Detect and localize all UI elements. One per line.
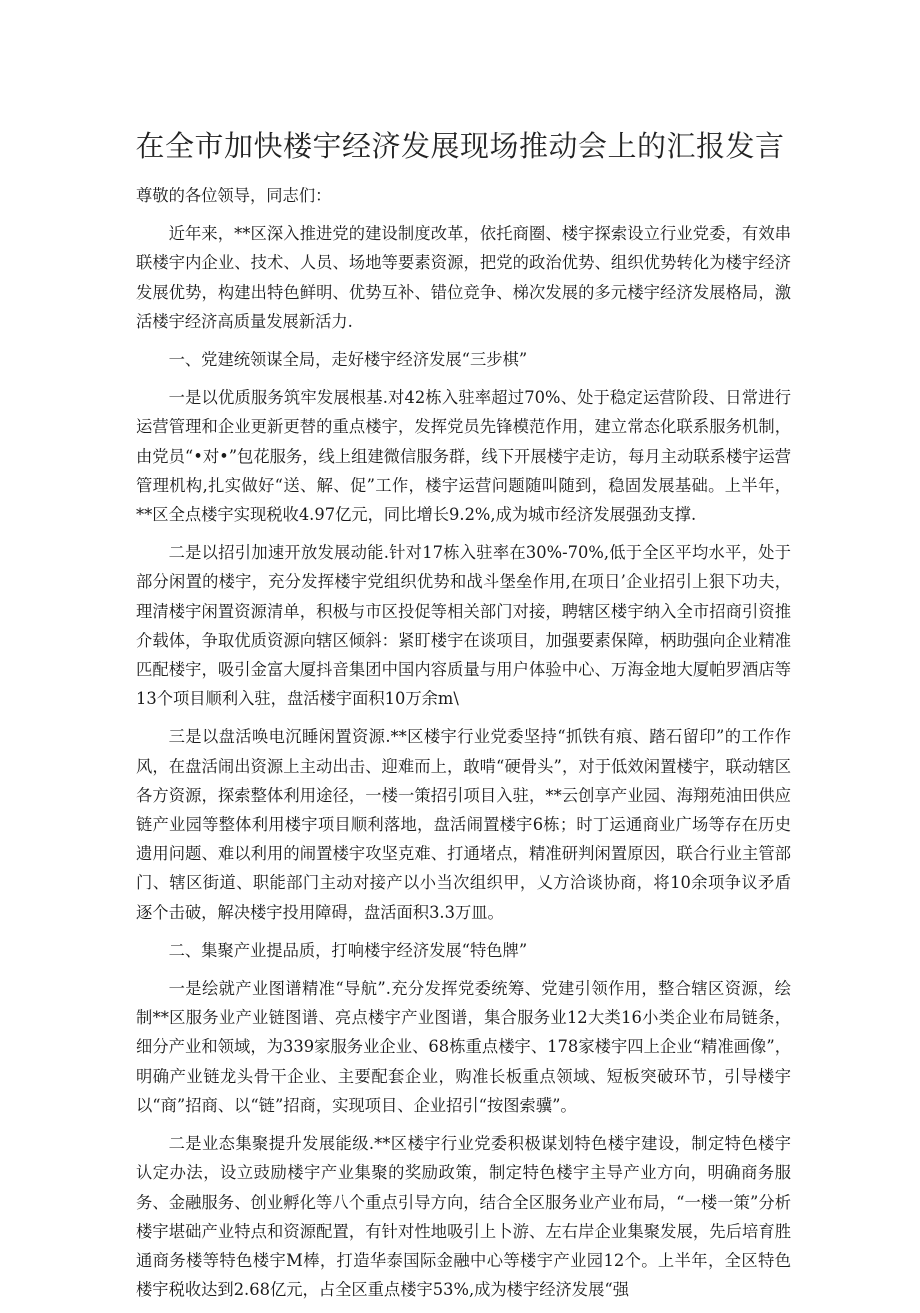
paragraph: 三是以盘活唤电沉睡闲置资源.**区楼宇行业党委坚持“抓铁有痕、踏石留印”的工作作风，在盘活闹出资源上主动出击、迎难而上，敢啃“硬骨头”，对于低效闲置楼宇，联动辖区各方资源，探索整体利用途径，一楼一策招引项目入驻，**云创享产业园、海翔苑油田供应链产业园等整体利用楼宇项目顺利落地，盘活闹置楼宇6栋；时丁运通商业广场等存在历史遗用问题、难以利用的闹置楼宇攻坚克难、打通堵点，精准研判闲置原因，联合行业主管部门、辖区街道、职能部门主动对接产以小当次组织甲，乂方洽谈协商，将10余项争议矛盾逐个击破，解决楼宇投用障碍，盘活面积3.3万皿。 [136, 727, 791, 922]
paragraph: 一是以优质服务筑牢发展根基.对42栋入驻率超过70%、处于稳定运营阶段、日常进行运营管理和企业更新更替的重点楼宇，发挥党员先锋模范作用，建立常态化联系服务机制，由党员“•对•”包花服务，线上组建微信服务群，线下开展楼宇走访，每月主动联系楼宇运营管理机构,扎实做好“送、解、促”工作，楼宇运营问题随叫随到，稳固发展基础。上半年，**区全点楼宇实现税收4.97亿元，同比增长9.2%,成为城市经济发展强劲支撑. [136, 388, 791, 525]
paragraph: 二是业态集聚提升发展能级.**区楼宇行业党委积极谋划特色楼宇建设，制定特色楼宇认定办法，设立豉励楼宇产业集聚的奖励政策，制定特色楼宇主导产业方向，明确商务服务、金融服务、创业孵化等八个重点引导方向，结合全区服务业产业布局，“一楼一策”分析楼宇堪础产业特点和资源配置，有针对性地吸引上卜游、左右岸企业集聚发展，先后培育胜通商务楼等特色楼宇M棒，打造华泰国际金融中心等楼宇产业园12个。上半年，全区特色楼宇税收达到2.68亿元，占全区重点楼宇53%,成为楼宇经济发展“强 [136, 1134, 791, 1300]
section-heading: 二、集聚产业提品质，打响楼宇经济发展“特色牌” [168, 940, 528, 960]
section-heading: 一、党建统领谋全局，走好楼宇经济发展“三步棋” [168, 350, 528, 370]
document-body [136, 181, 791, 1313]
paragraph: 一是绘就产业图谱精准“导航”.充分发挥党委统筹、党建引领作用，整合辖区资源，绘制**区服务业产业链图谱、亮点楼宇产业图谱，集合服务业12大类16小类企业布局链条，细分产业和领域，为339家服务业企业、68栋重点楼宇、178家楼宇四上企业“精准画像”，明确产业链龙头骨干企业、主要配套企业，购准长板重点领域、短板突破环节，引导楼宇以“商”招商、以“链”招商，实现项目、企业招引“按图索骥”。 [136, 979, 791, 1115]
paragraph: 二是以招引加速开放发展动能.针对17栋入驻率在30%-70%,低于全区平均水平，处于部分闲置的楼宇，充分发挥楼宇党组织优势和战斗堡垒作用,在项日’企业招引上狠下功夫，理清楼宇闲置资源清单，积极与市区投促等相关部门对接，聘辖区楼宇纳入全市招商引资推介载体，争取优质资源向辖区倾斜：紧盯楼宇在谈项目，加强要素保障，柄助强向企业精准匹配楼宇，吸引金富大厦抖音集团中国内容质量与用户体验中心、万海金地大厦帕罗酒店等13个项目顺利入驻，盘活楼宇面积10万余m\ [136, 543, 791, 709]
document-title: 在全市加快楼宇经济发展现场推动会上的汇报发言 [135, 129, 785, 163]
paragraph: 近年来，**区深入推进党的建设制度改革，依托商圈、楼宇探索设立行业党委，有效串联楼宇内企业、技术、人员、场地等要素资源，把党的政治优势、组织优势转化为楼宇经济发展优势，构建出特色鲜明、优势互补、错位竞争、梯次发展的多元楼宇经济发展格局，激活楼宇经济高质量发展新活力. [136, 224, 791, 331]
greeting: 尊敬的各位领导，同志们： [136, 186, 332, 205]
